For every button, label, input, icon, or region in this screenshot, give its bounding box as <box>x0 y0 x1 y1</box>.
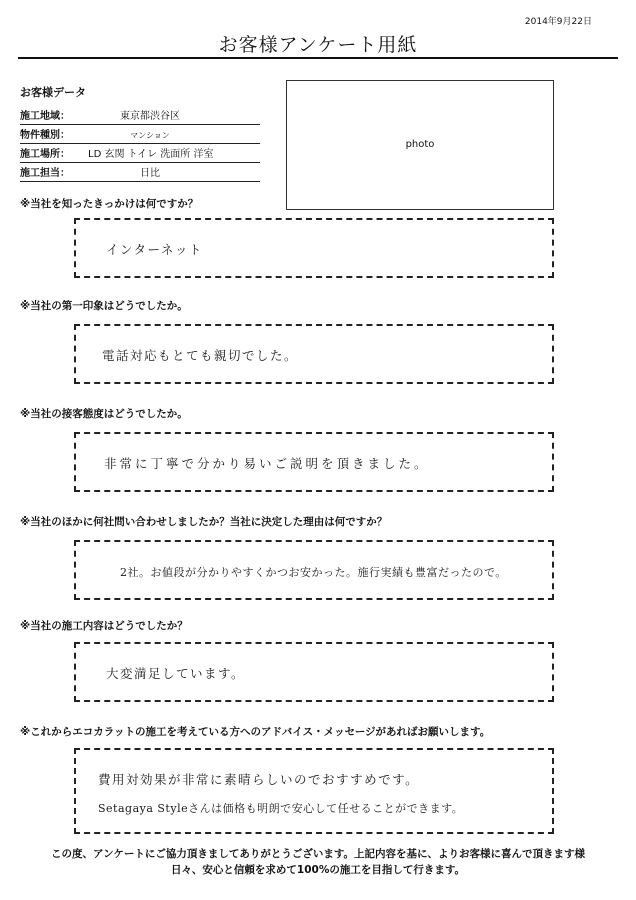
info-row-property-type <box>20 125 260 144</box>
answer-2-line-1: 電話対応もとても親切でした。 <box>102 348 299 363</box>
answer-box-5 <box>74 642 554 702</box>
question-2: ※当社の第一印象はどうでしたか。 <box>20 300 188 312</box>
answer-box-2 <box>74 324 554 384</box>
info-row-staff <box>20 163 260 182</box>
question-6: ※これからエコカラットの施工を考えている方へのアドバイス・メッセージがあればお願いします。 <box>20 726 491 738</box>
question-5: ※当社の施工内容はどうでしたか？ <box>20 620 188 632</box>
info-row-area <box>20 106 260 125</box>
info-value-property-type: マンション <box>130 131 170 140</box>
info-label-property-type: 物件種別： <box>20 130 70 141</box>
info-label-area: 施工地域： <box>20 111 70 122</box>
info-label-staff: 施工担当： <box>20 168 70 179</box>
customer-data-heading: お客様データ <box>20 86 86 99</box>
question-1: ※当社を知ったきっかけは何ですか？ <box>20 198 199 210</box>
answer-6-line-1: 費用対効果が非常に素晴らしいのでおすすめです。 <box>98 772 420 787</box>
answer-box-1 <box>74 218 554 278</box>
answer-5-line-1: 大変満足しています。 <box>106 666 246 681</box>
question-3: ※当社の接客態度はどうでしたか。 <box>20 408 188 420</box>
info-value-staff: 日比 <box>140 168 160 179</box>
info-value-area: 東京都渋谷区 <box>120 111 180 122</box>
info-value-location: LD 玄関 トイレ 洗面所 洋室 <box>88 149 214 160</box>
photo-label: photo <box>405 139 435 150</box>
title-divider <box>18 57 618 59</box>
answer-box-6 <box>74 748 554 834</box>
page-title: お客様アンケート用紙 <box>218 34 418 56</box>
answer-box-3 <box>74 432 554 492</box>
info-label-location: 施工場所： <box>20 149 70 160</box>
survey-date: 2014年9月22日 <box>524 17 592 27</box>
answer-4-line-1: 2社。お値段が分かりやすくかつお安かった。施行実績も豊富だったので。 <box>120 566 507 579</box>
info-row-location <box>20 144 260 163</box>
question-4: ※当社のほかに何社問い合わせしましたか？当社に決定した理由は何ですか？ <box>20 516 388 528</box>
answer-3-line-1: 非常に丁寧で分かり易いご説明を頂きました。 <box>104 456 430 471</box>
footer-line-1: この度、アンケートにご協力頂きましてありがとうございます。上記内容を基に、よりお客様に喜んで頂きます様 <box>50 848 586 860</box>
answer-box-4 <box>74 540 554 600</box>
answer-6-line-2: Setagaya Styleさんは価格も明朗で安心して任せることができます。 <box>98 802 464 815</box>
answer-1-line-1: インターネット <box>106 242 203 257</box>
footer-line-2: 日々、安心と信頼を求めて100%の施工を目指して行きます。 <box>170 864 466 876</box>
photo-placeholder <box>286 80 554 210</box>
